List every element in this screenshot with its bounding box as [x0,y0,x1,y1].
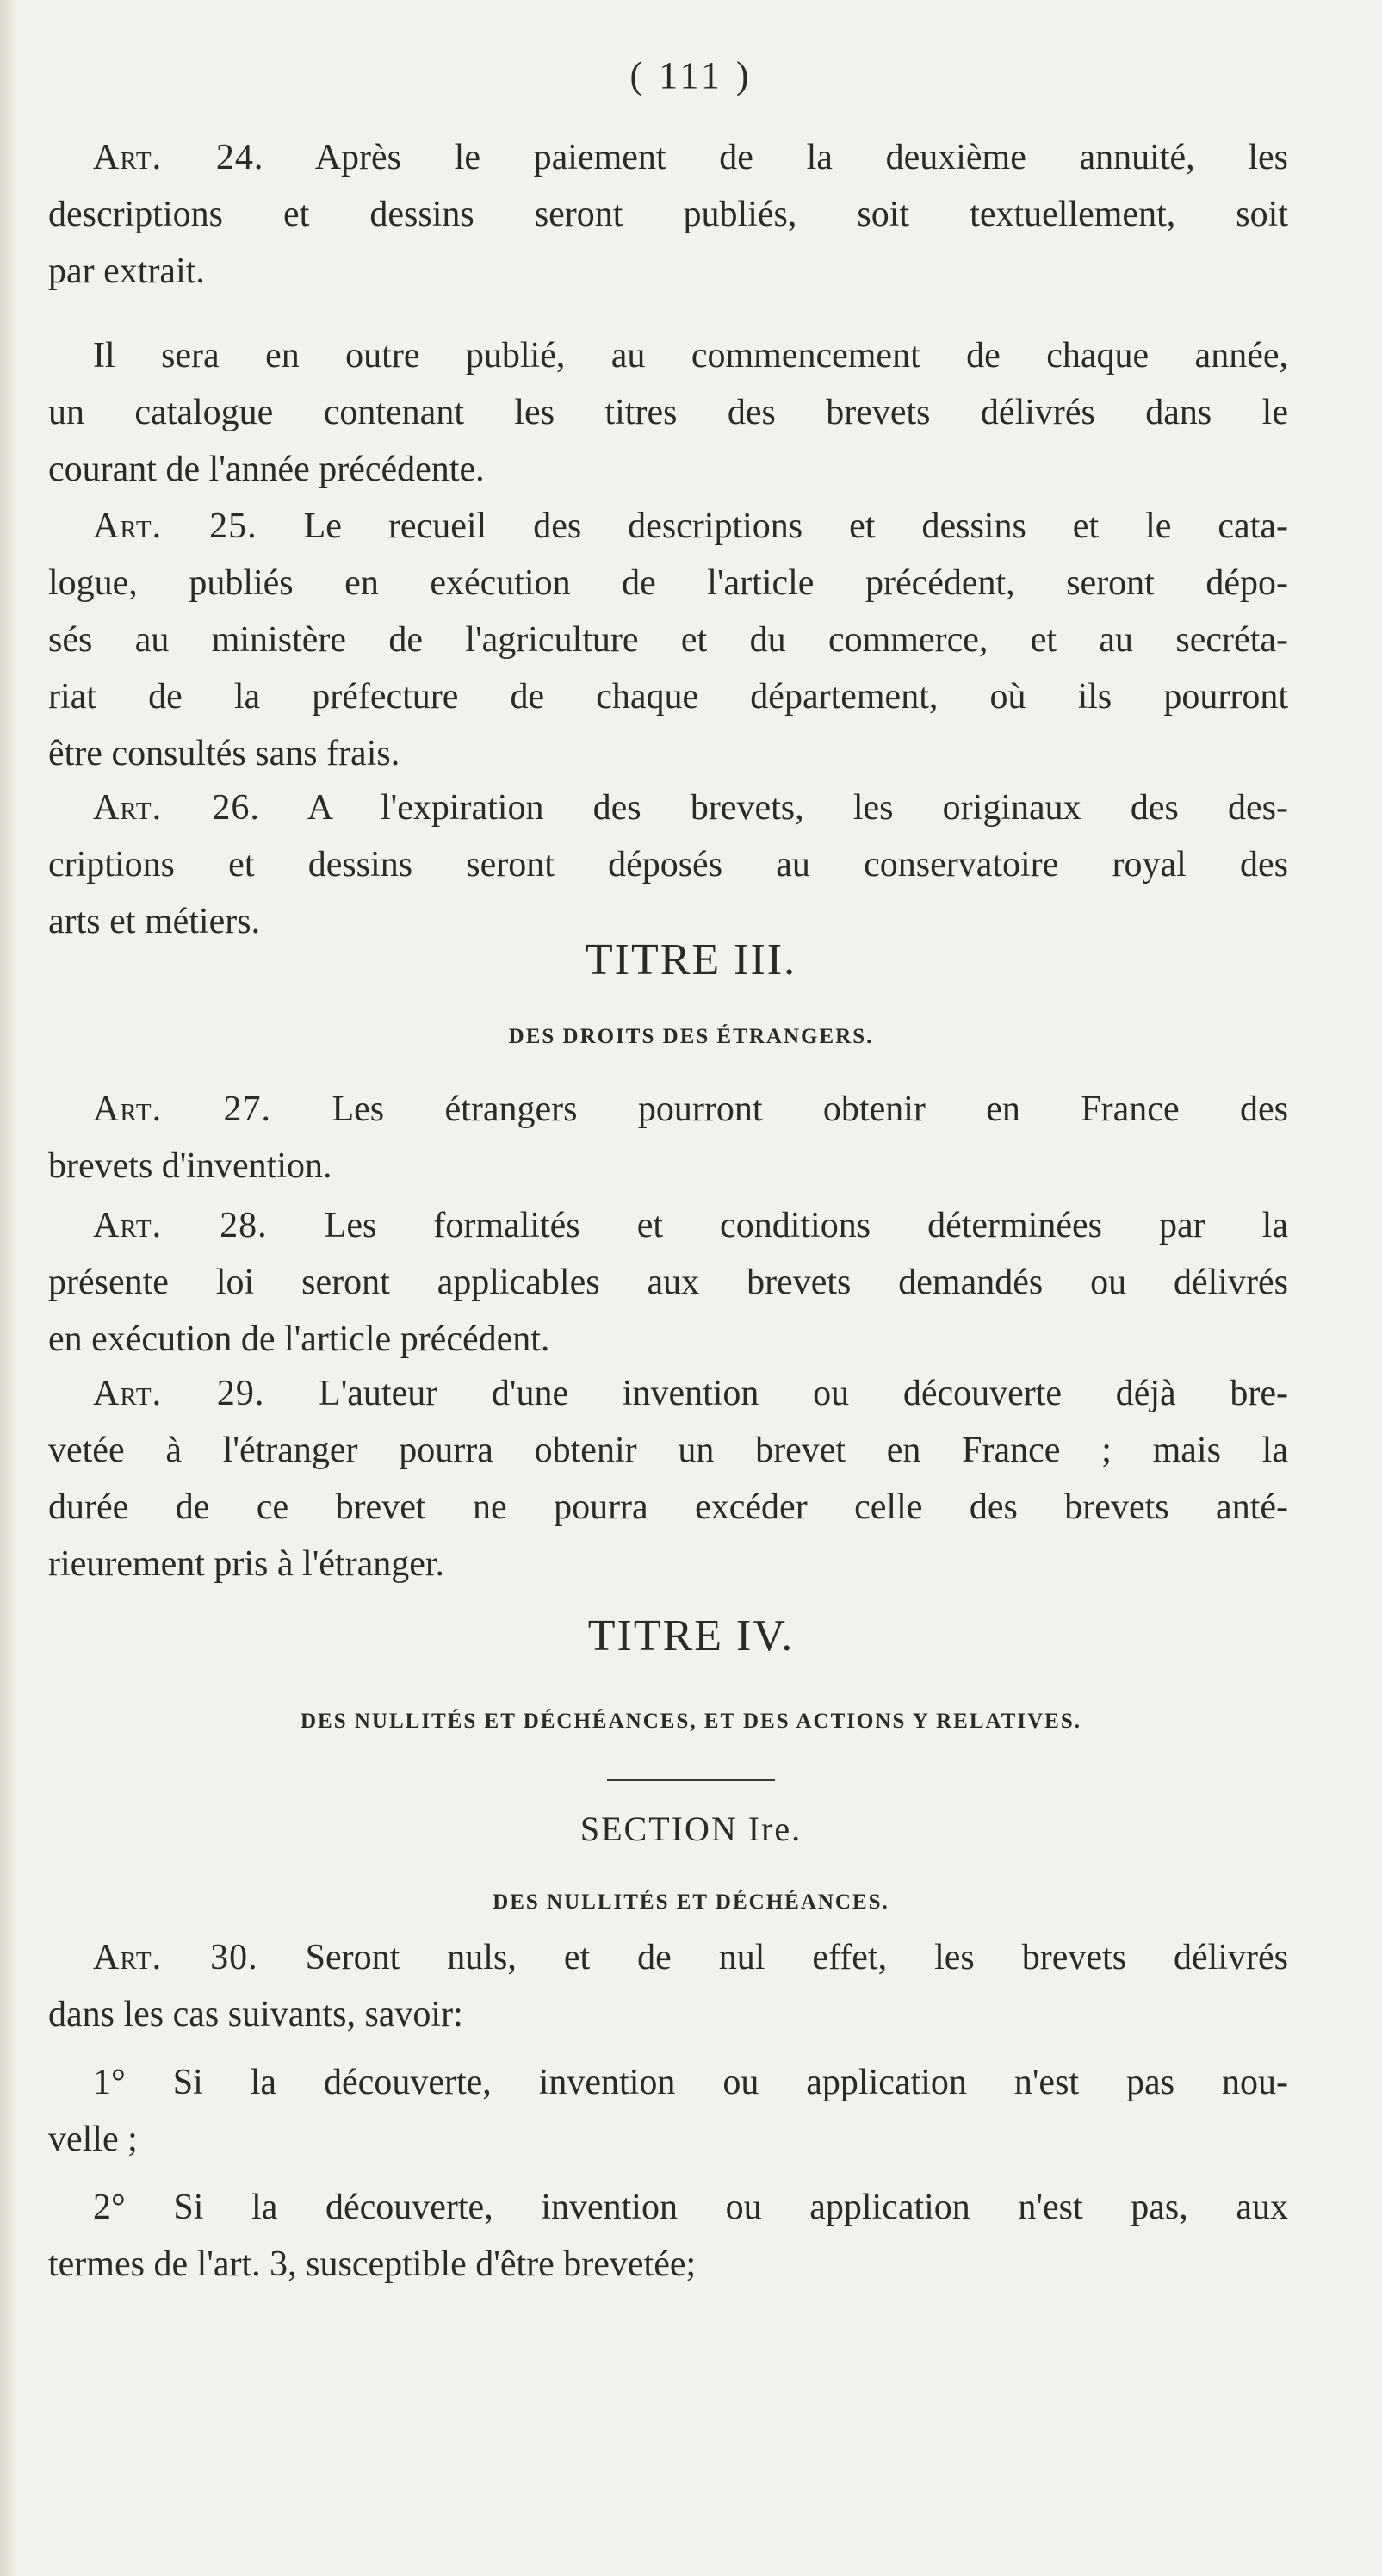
article-label: Art. 27. [93,1089,272,1129]
list-item [48,2054,1288,2168]
text-line: Art. 27. Les étrangers pourront obtenir en France des [93,1089,1288,1129]
text-line: 1° Si la découverte, invention ou application n'est pas nou- [93,2063,1288,2102]
text-line: dans les cas suivants, savoir: [48,1995,463,2034]
article-26 [48,779,1288,950]
article-label: Art. 25. [93,506,257,546]
article-29 [48,1365,1288,1592]
text-line: riat de la préfecture de chaque département, où ils pourront [48,677,1288,717]
titre-3-heading: TITRE III. [585,935,797,984]
article-label: Art. 29. [93,1374,265,1413]
text-line: Art. 29. L'auteur d'une invention ou découverte déjà bre- [93,1374,1288,1413]
article-30 [48,1929,1288,2043]
article-label: Art. 26. [93,788,260,828]
text-line: Art. 28. Les formalités et conditions déterminées par la [93,1206,1288,1245]
text-line: arts et métiers. [48,902,261,941]
text-line: Il sera en outre publié, au commencement de chaque année, [93,336,1288,376]
section-divider [607,1779,775,1781]
page-number: ( 111 ) [629,54,753,96]
page-binding-edge [0,0,15,2576]
text-line: logue, publiés en exécution de l'article précédent, seront dépo- [48,563,1288,603]
text-line: Art. 24. Après le paiement de la deuxième annuité, les [93,138,1288,177]
section-1-heading: SECTION Ire. [579,1809,803,1848]
text-line: un catalogue contenant les titres des brevets délivrés dans le [48,393,1288,432]
article-28 [48,1197,1288,1368]
text-line: rieurement pris à l'étranger. [48,1544,445,1584]
article-label: Art. 30. [93,1938,258,1977]
text-line: Art. 26. A l'expiration des brevets, les originaux des des- [93,788,1289,828]
paragraph-catalogue [48,327,1288,498]
text-line: Art. 30. Seront nuls, et de nul effet, les brevets délivrés [93,1938,1288,1977]
titre-3-subtitle: DES DROITS DES ÉTRANGERS. [508,1025,874,1048]
section-1-subtitle: DES NULLITÉS ET DÉCHÉANCES. [493,1890,889,1914]
text-line: brevets d'invention. [48,1146,332,1186]
article-25 [48,498,1288,782]
text-line: par extrait. [48,251,205,291]
titre-4-subtitle: DES NULLITÉS ET DÉCHÉANCES, ET DES ACTIONS Y RELATIVES. [300,1710,1082,1733]
text-line: descriptions et dessins seront publiés, soit textuellement, soit [48,195,1288,234]
text-line: termes de l'art. 3, susceptible d'être brevetée; [48,2244,697,2284]
text-line: durée de ce brevet ne pourra excéder celle des brevets anté- [48,1487,1288,1527]
text-line: sés au ministère de l'agriculture et du commerce, et au secréta- [48,620,1288,660]
text-line: courant de l'année précédente. [48,450,485,489]
text-line: en exécution de l'article précédent. [48,1319,550,1359]
article-label: Art. 24. [93,138,264,177]
titre-4-heading: TITRE IV. [587,1611,795,1660]
text-line: vetée à l'étranger pourra obtenir un brevet en France ; mais la [48,1431,1288,1470]
text-line: être consultés sans frais. [48,734,400,773]
text-line: présente loi seront applicables aux brevets demandés ou délivrés [48,1263,1288,1302]
text-line: 2° Si la découverte, invention ou application n'est pas, aux [93,2188,1288,2227]
article-27 [48,1081,1288,1195]
list-item [48,2179,1288,2293]
article-24 [48,129,1288,300]
text-line: criptions et dessins seront déposés au conservatoire royal des [48,845,1288,885]
text-line: Art. 25. Le recueil des descriptions et dessins et le cata- [93,506,1288,546]
article-label: Art. 28. [93,1206,268,1245]
text-line: velle ; [48,2120,138,2159]
